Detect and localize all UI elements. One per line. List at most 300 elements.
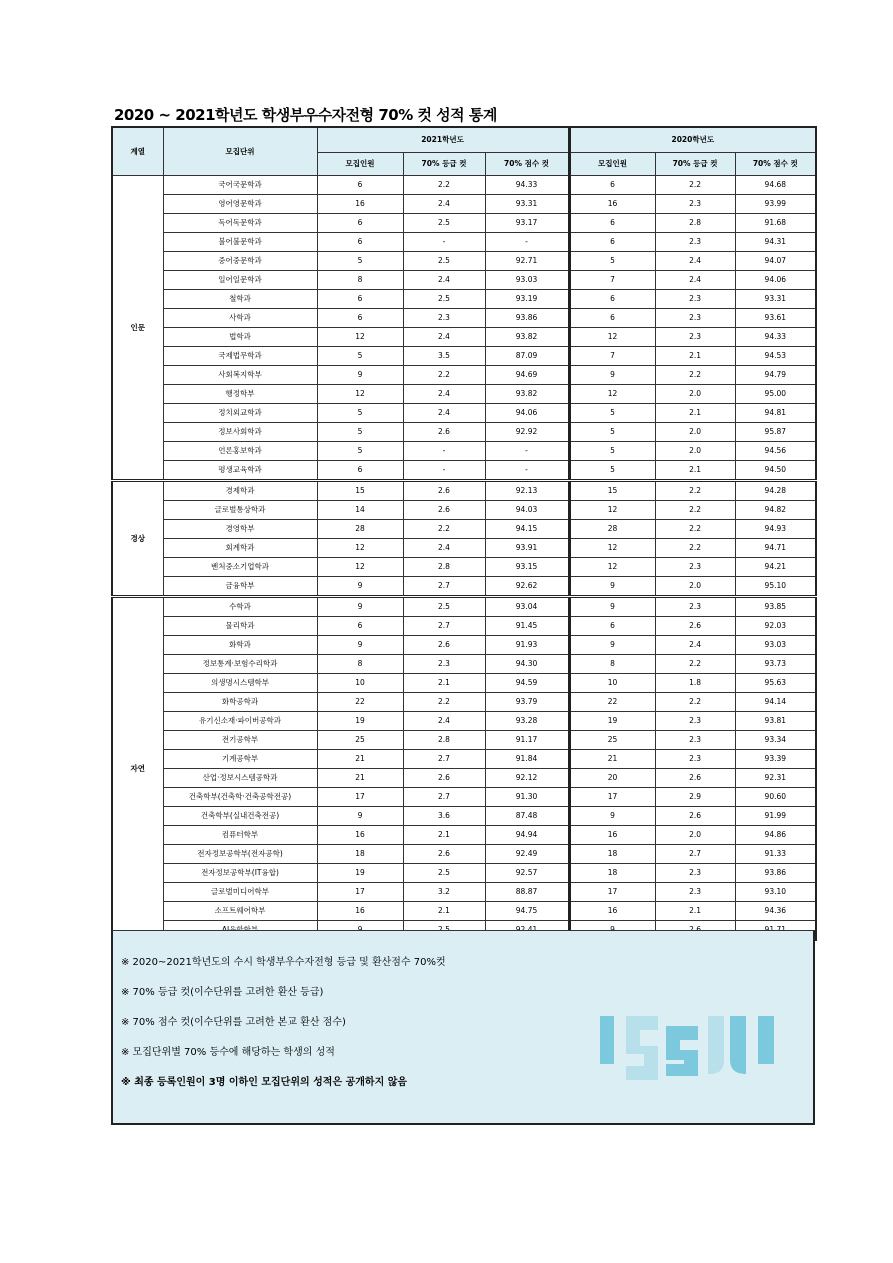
value-cell: 16 [317, 195, 403, 214]
value-cell: 92.57 [485, 864, 569, 883]
unit-name-cell: 전기공학부 [163, 731, 317, 750]
value-cell: 12 [569, 385, 655, 404]
table-row [112, 558, 816, 577]
table-row [112, 539, 816, 558]
value-cell: 9 [317, 636, 403, 655]
value-cell: 2.3 [655, 233, 735, 252]
value-cell: 2.1 [403, 902, 485, 921]
unit-name-cell: 국어국문학과 [163, 176, 317, 195]
score-table [111, 126, 817, 941]
value-cell: 2.6 [655, 769, 735, 788]
value-cell: 92.92 [485, 423, 569, 442]
value-cell: 2.4 [403, 385, 485, 404]
value-cell: 2.2 [655, 693, 735, 712]
unit-name-cell: 전자정보공학부(IT융합) [163, 864, 317, 883]
table-row [112, 826, 816, 845]
value-cell: 94.28 [735, 481, 816, 501]
value-cell: 6 [317, 617, 403, 636]
unit-name-cell: 정보통계·보험수리학과 [163, 655, 317, 674]
value-cell: 2.3 [655, 597, 735, 617]
value-cell: 93.73 [735, 655, 816, 674]
value-cell: 92.31 [735, 769, 816, 788]
header-year-2021: 2021학년도 [317, 127, 569, 153]
value-cell: 91.33 [735, 845, 816, 864]
value-cell: 16 [569, 826, 655, 845]
value-cell: 2.4 [655, 271, 735, 290]
value-cell: 2.7 [403, 750, 485, 769]
value-cell: 3.6 [403, 807, 485, 826]
value-cell: - [403, 442, 485, 461]
value-cell: 93.61 [735, 309, 816, 328]
unit-name-cell: 독어독문학과 [163, 214, 317, 233]
value-cell: 2.6 [403, 423, 485, 442]
value-cell: 2.3 [403, 309, 485, 328]
value-cell: 2.3 [655, 883, 735, 902]
value-cell: 10 [317, 674, 403, 693]
value-cell: 3.5 [403, 347, 485, 366]
value-cell: 20 [569, 769, 655, 788]
table-row [112, 442, 816, 461]
value-cell: 22 [569, 693, 655, 712]
value-cell: 5 [317, 404, 403, 423]
value-cell: 93.86 [485, 309, 569, 328]
table-row [112, 674, 816, 693]
table-row [112, 788, 816, 807]
value-cell: 91.30 [485, 788, 569, 807]
value-cell: 21 [317, 750, 403, 769]
note-line: ※ 2020~2021학년도의 수시 학생부우수자전형 등급 및 환산점수 70%컷 [121, 957, 446, 968]
value-cell: 2.3 [655, 195, 735, 214]
value-cell: 2.1 [655, 404, 735, 423]
value-cell: 9 [317, 597, 403, 617]
value-cell: 25 [569, 731, 655, 750]
value-cell: 7 [569, 271, 655, 290]
value-cell: 94.53 [735, 347, 816, 366]
value-cell: 93.82 [485, 328, 569, 347]
unit-name-cell: 일어일문학과 [163, 271, 317, 290]
value-cell: 14 [317, 501, 403, 520]
table-row [112, 404, 816, 423]
value-cell: 15 [317, 481, 403, 501]
value-cell: 6 [569, 617, 655, 636]
value-cell: 91.99 [735, 807, 816, 826]
value-cell: 25 [317, 731, 403, 750]
value-cell: 8 [317, 271, 403, 290]
value-cell: 6 [317, 309, 403, 328]
value-cell: 94.93 [735, 520, 816, 539]
value-cell: 5 [569, 442, 655, 461]
value-cell: 2.2 [403, 176, 485, 195]
page-title: 2020 ~ 2021학년도 학생부우수자전형 70% 컷 성적 통계 [114, 106, 497, 124]
value-cell: 6 [569, 214, 655, 233]
table-row [112, 520, 816, 539]
value-cell: 5 [569, 461, 655, 481]
value-cell: 2.2 [655, 481, 735, 501]
value-cell: 2.6 [655, 617, 735, 636]
value-cell: 19 [317, 864, 403, 883]
table-row [112, 864, 816, 883]
value-cell: 2.5 [403, 597, 485, 617]
unit-name-cell: 철학과 [163, 290, 317, 309]
unit-name-cell: 전자정보공학부(전자공학) [163, 845, 317, 864]
value-cell: 2.5 [403, 290, 485, 309]
value-cell: 2.2 [655, 520, 735, 539]
table-row [112, 655, 816, 674]
value-cell: 2.2 [655, 176, 735, 195]
unit-name-cell: 소프트웨어학부 [163, 902, 317, 921]
value-cell: 93.31 [485, 195, 569, 214]
value-cell: 94.59 [485, 674, 569, 693]
value-cell: 94.21 [735, 558, 816, 577]
value-cell: 91.68 [735, 214, 816, 233]
value-cell: 21 [317, 769, 403, 788]
value-cell: 94.81 [735, 404, 816, 423]
value-cell: 2.4 [403, 712, 485, 731]
value-cell: 91.17 [485, 731, 569, 750]
value-cell: 2.5 [403, 214, 485, 233]
value-cell: 9 [569, 636, 655, 655]
value-cell: 87.09 [485, 347, 569, 366]
value-cell: 93.91 [485, 539, 569, 558]
value-cell: 94.07 [735, 252, 816, 271]
unit-name-cell: 법학과 [163, 328, 317, 347]
value-cell: 5 [317, 347, 403, 366]
table-row [112, 290, 816, 309]
value-cell: 2.0 [655, 442, 735, 461]
value-cell: 2.7 [655, 845, 735, 864]
table-row [112, 347, 816, 366]
value-cell: 94.06 [735, 271, 816, 290]
value-cell: 19 [317, 712, 403, 731]
value-cell: 2.4 [403, 271, 485, 290]
value-cell: 9 [569, 597, 655, 617]
value-cell: 93.17 [485, 214, 569, 233]
value-cell: 94.50 [735, 461, 816, 481]
value-cell: 2.3 [403, 655, 485, 674]
value-cell: 94.82 [735, 501, 816, 520]
value-cell: 2.3 [655, 712, 735, 731]
value-cell: 94.03 [485, 501, 569, 520]
value-cell: 5 [569, 404, 655, 423]
unit-name-cell: 언론홍보학과 [163, 442, 317, 461]
value-cell: 6 [317, 214, 403, 233]
value-cell: 93.81 [735, 712, 816, 731]
value-cell: 95.63 [735, 674, 816, 693]
unit-name-cell: 의생명시스템학부 [163, 674, 317, 693]
table-row [112, 271, 816, 290]
value-cell: 5 [569, 252, 655, 271]
value-cell: 2.3 [655, 290, 735, 309]
value-cell: 2.7 [403, 788, 485, 807]
value-cell: 2.2 [655, 501, 735, 520]
value-cell: 2.6 [403, 636, 485, 655]
header-sub: 70% 등급 컷 [655, 153, 735, 176]
note-line: ※ 70% 등급 컷(이수단위를 고려한 환산 등급) [121, 987, 324, 998]
unit-name-cell: 경영학부 [163, 520, 317, 539]
table-row [112, 807, 816, 826]
unit-name-cell: 글로벌미디어학부 [163, 883, 317, 902]
table-row [112, 883, 816, 902]
header-sub: 70% 점수 컷 [485, 153, 569, 176]
header-category: 계열 [112, 127, 163, 176]
value-cell: 94.06 [485, 404, 569, 423]
value-cell: 91.45 [485, 617, 569, 636]
value-cell: 95.10 [735, 577, 816, 597]
value-cell: 2.4 [655, 252, 735, 271]
value-cell: 2.3 [655, 750, 735, 769]
value-cell: 93.82 [485, 385, 569, 404]
value-cell: 2.5 [403, 864, 485, 883]
value-cell: 3.2 [403, 883, 485, 902]
table-row [112, 731, 816, 750]
header-sub: 모집인원 [317, 153, 403, 176]
value-cell: 94.15 [485, 520, 569, 539]
table-row [112, 423, 816, 442]
value-cell: 6 [317, 461, 403, 481]
table-row [112, 195, 816, 214]
table-row [112, 845, 816, 864]
value-cell: 93.99 [735, 195, 816, 214]
table-row [112, 233, 816, 252]
value-cell: 94.31 [735, 233, 816, 252]
value-cell: 93.19 [485, 290, 569, 309]
value-cell: 17 [569, 788, 655, 807]
value-cell: 17 [569, 883, 655, 902]
university-logo [600, 1016, 778, 1080]
value-cell: 2.4 [655, 636, 735, 655]
value-cell: 18 [569, 864, 655, 883]
value-cell: 93.03 [485, 271, 569, 290]
value-cell: 8 [569, 655, 655, 674]
value-cell: 2.0 [655, 826, 735, 845]
value-cell: 2.1 [403, 826, 485, 845]
value-cell: 17 [317, 883, 403, 902]
value-cell: 18 [569, 845, 655, 864]
value-cell: 2.8 [655, 214, 735, 233]
table-row [112, 750, 816, 769]
value-cell: 12 [569, 558, 655, 577]
value-cell: 2.1 [655, 461, 735, 481]
value-cell: 12 [569, 539, 655, 558]
value-cell: 2.7 [403, 577, 485, 597]
value-cell: 2.2 [655, 539, 735, 558]
value-cell: 5 [317, 442, 403, 461]
value-cell: 2.0 [655, 385, 735, 404]
value-cell: 95.00 [735, 385, 816, 404]
value-cell: 94.14 [735, 693, 816, 712]
value-cell: 2.2 [655, 655, 735, 674]
unit-name-cell: 화학과 [163, 636, 317, 655]
value-cell: 94.71 [735, 539, 816, 558]
value-cell: 2.6 [403, 481, 485, 501]
value-cell: 2.2 [655, 366, 735, 385]
value-cell: 9 [569, 577, 655, 597]
value-cell: 21 [569, 750, 655, 769]
table-row [112, 461, 816, 481]
value-cell: 93.04 [485, 597, 569, 617]
unit-name-cell: 중어중문학과 [163, 252, 317, 271]
value-cell: 90.60 [735, 788, 816, 807]
header-year-2020: 2020학년도 [569, 127, 816, 153]
value-cell: 12 [317, 539, 403, 558]
value-cell: 6 [569, 309, 655, 328]
value-cell: 94.68 [735, 176, 816, 195]
value-cell: 9 [569, 366, 655, 385]
value-cell: 6 [317, 290, 403, 309]
value-cell: 2.3 [655, 558, 735, 577]
value-cell: 6 [569, 290, 655, 309]
unit-name-cell: 화학공학과 [163, 693, 317, 712]
value-cell: 94.69 [485, 366, 569, 385]
value-cell: 92.13 [485, 481, 569, 501]
table-row [112, 902, 816, 921]
note-line-bold: ※ 최종 등록인원이 3명 이하인 모집단위의 성적은 공개하지 않음 [121, 1077, 408, 1088]
value-cell: 2.7 [403, 617, 485, 636]
value-cell: 93.10 [735, 883, 816, 902]
value-cell: 9 [317, 577, 403, 597]
value-cell: 2.6 [403, 845, 485, 864]
table-row [112, 176, 816, 195]
value-cell: 93.86 [735, 864, 816, 883]
value-cell: 2.4 [403, 539, 485, 558]
value-cell: 6 [317, 176, 403, 195]
unit-name-cell: 물리학과 [163, 617, 317, 636]
unit-name-cell: 유기신소재·파이버공학과 [163, 712, 317, 731]
value-cell: 92.03 [735, 617, 816, 636]
table-row [112, 636, 816, 655]
value-cell: 15 [569, 481, 655, 501]
header-sub: 70% 점수 컷 [735, 153, 816, 176]
value-cell: - [403, 233, 485, 252]
unit-name-cell: 벤처중소기업학과 [163, 558, 317, 577]
unit-name-cell: 건축학부(실내건축전공) [163, 807, 317, 826]
value-cell: 94.33 [485, 176, 569, 195]
value-cell: 94.36 [735, 902, 816, 921]
value-cell: 9 [317, 366, 403, 385]
value-cell: 5 [569, 423, 655, 442]
value-cell: 2.6 [403, 501, 485, 520]
unit-name-cell: 국제법무학과 [163, 347, 317, 366]
value-cell: 2.0 [655, 423, 735, 442]
table-row [112, 481, 816, 501]
value-cell: 91.84 [485, 750, 569, 769]
table-row [112, 712, 816, 731]
value-cell: 2.3 [655, 328, 735, 347]
unit-name-cell: 글로벌통상학과 [163, 501, 317, 520]
unit-name-cell: 사회복지학부 [163, 366, 317, 385]
table-row [112, 693, 816, 712]
value-cell: 94.30 [485, 655, 569, 674]
value-cell: 6 [569, 233, 655, 252]
header-sub: 모집인원 [569, 153, 655, 176]
value-cell: 6 [569, 176, 655, 195]
value-cell: 2.6 [403, 769, 485, 788]
value-cell: 92.12 [485, 769, 569, 788]
unit-name-cell: 평생교육학과 [163, 461, 317, 481]
value-cell: 88.87 [485, 883, 569, 902]
value-cell: 92.62 [485, 577, 569, 597]
value-cell: 2.9 [655, 788, 735, 807]
value-cell: - [485, 442, 569, 461]
table-body [112, 176, 816, 941]
value-cell: 2.2 [403, 366, 485, 385]
unit-name-cell: 회계학과 [163, 539, 317, 558]
value-cell: 2.0 [655, 577, 735, 597]
unit-name-cell: 정보사회학과 [163, 423, 317, 442]
value-cell: 92.71 [485, 252, 569, 271]
value-cell: 12 [317, 385, 403, 404]
note-line: ※ 70% 점수 컷(이수단위를 고려한 본교 환산 점수) [121, 1017, 346, 1028]
value-cell: 9 [569, 807, 655, 826]
unit-name-cell: 금융학부 [163, 577, 317, 597]
value-cell: 5 [317, 423, 403, 442]
value-cell: 91.93 [485, 636, 569, 655]
value-cell: 93.79 [485, 693, 569, 712]
header-unit: 모집단위 [163, 127, 317, 176]
table-row [112, 385, 816, 404]
value-cell: 16 [317, 826, 403, 845]
unit-name-cell: 경제학과 [163, 481, 317, 501]
table-row [112, 328, 816, 347]
value-cell: 6 [317, 233, 403, 252]
value-cell: 19 [569, 712, 655, 731]
value-cell: 2.2 [403, 520, 485, 539]
value-cell: 94.94 [485, 826, 569, 845]
value-cell: 94.86 [735, 826, 816, 845]
unit-name-cell: 행정학부 [163, 385, 317, 404]
value-cell: 12 [317, 558, 403, 577]
value-cell: 2.5 [403, 252, 485, 271]
group-label: 경상 [112, 481, 163, 597]
group-label: 자연 [112, 597, 163, 941]
value-cell: 16 [317, 902, 403, 921]
value-cell: 94.56 [735, 442, 816, 461]
table-row [112, 214, 816, 233]
value-cell: 10 [569, 674, 655, 693]
value-cell: 17 [317, 788, 403, 807]
unit-name-cell: 컴퓨터학부 [163, 826, 317, 845]
value-cell: 94.75 [485, 902, 569, 921]
table-row [112, 252, 816, 271]
table-row [112, 501, 816, 520]
value-cell: 2.8 [403, 558, 485, 577]
value-cell: 93.28 [485, 712, 569, 731]
value-cell: 1.8 [655, 674, 735, 693]
value-cell: 9 [317, 807, 403, 826]
unit-name-cell: 영어영문학과 [163, 195, 317, 214]
value-cell: 12 [569, 501, 655, 520]
value-cell: 93.15 [485, 558, 569, 577]
value-cell: 94.79 [735, 366, 816, 385]
value-cell: 8 [317, 655, 403, 674]
unit-name-cell: 건축학부(건축학·건축공학전공) [163, 788, 317, 807]
value-cell: 2.8 [403, 731, 485, 750]
table-row [112, 309, 816, 328]
table-row [112, 769, 816, 788]
note-line: ※ 모집단위별 70% 등수에 해당하는 학생의 성적 [121, 1047, 335, 1058]
value-cell: 93.31 [735, 290, 816, 309]
unit-name-cell: 산업·정보시스템공학과 [163, 769, 317, 788]
table-row [112, 597, 816, 617]
value-cell: 2.1 [655, 347, 735, 366]
value-cell: 94.33 [735, 328, 816, 347]
value-cell: 93.85 [735, 597, 816, 617]
value-cell: - [485, 461, 569, 481]
unit-name-cell: 기계공학부 [163, 750, 317, 769]
value-cell: 28 [569, 520, 655, 539]
value-cell: 87.48 [485, 807, 569, 826]
value-cell: 93.34 [735, 731, 816, 750]
